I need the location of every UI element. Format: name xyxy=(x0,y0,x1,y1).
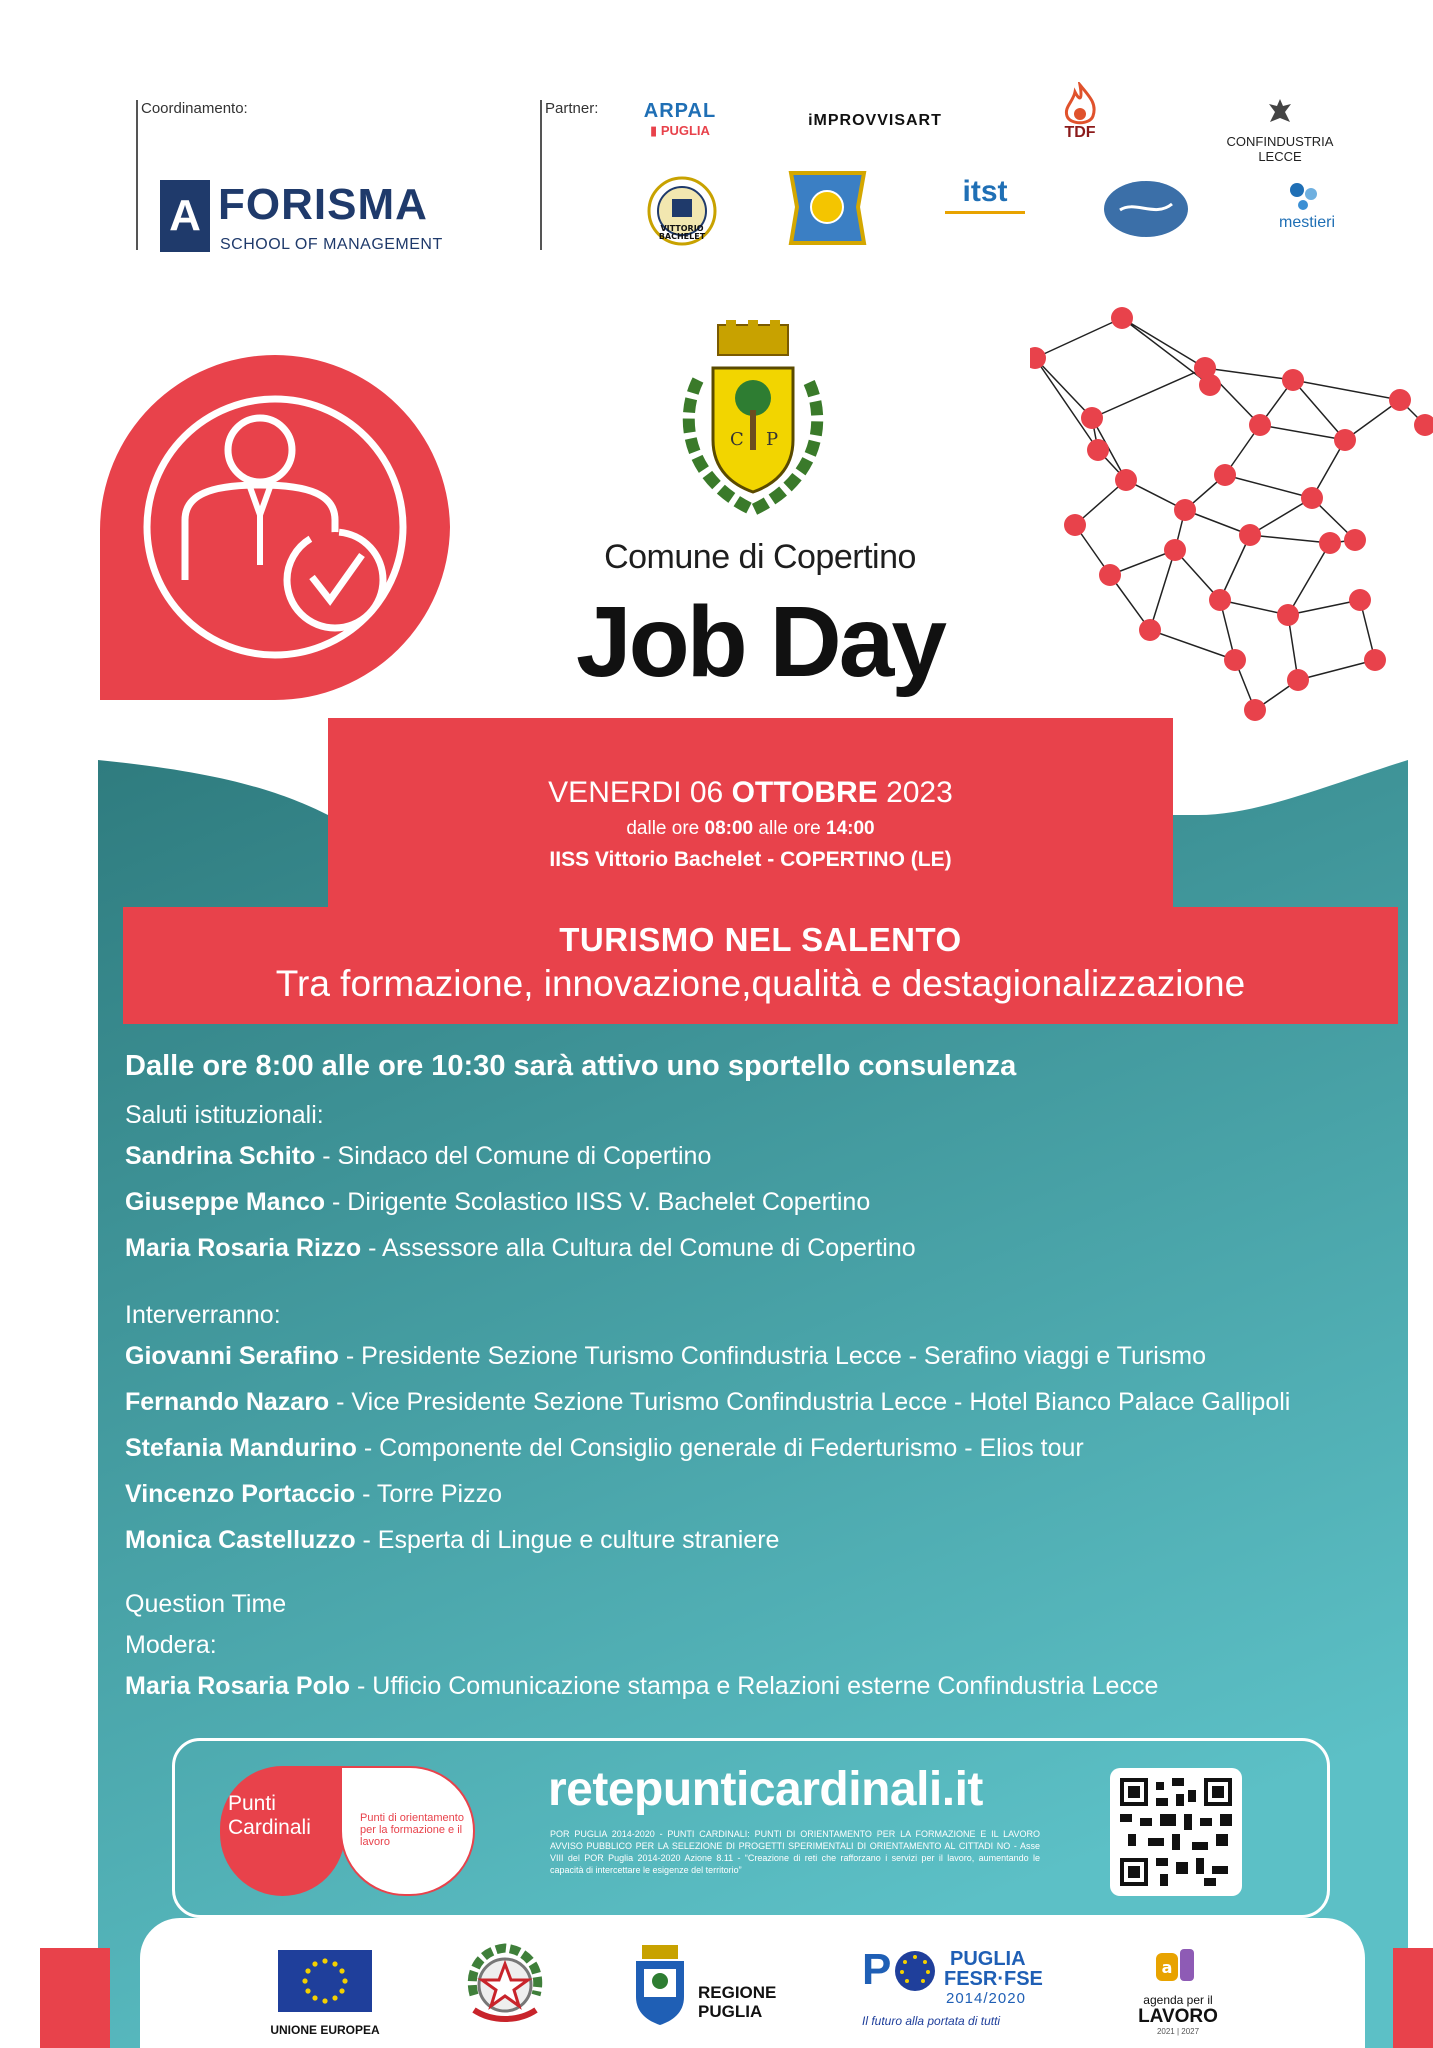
svg-text:VITTORIO: VITTORIO xyxy=(660,224,704,233)
speakers-label: Interverranno: xyxy=(125,1301,281,1329)
topic-subtitle: Tra formazione, innovazione,qualità e destagionalizzazione xyxy=(275,963,1246,1004)
spacer xyxy=(125,1271,1395,1297)
greeting-item xyxy=(125,1225,1395,1271)
aforisma-logo-subtitle: SCHOOL OF MANAGEMENT xyxy=(220,236,443,253)
aforisma-logo-box: A xyxy=(160,180,210,252)
arpal-puglia-logo xyxy=(640,100,720,139)
tdf-logo xyxy=(1035,82,1125,142)
itst-text: itst xyxy=(962,175,1008,208)
divider xyxy=(136,100,138,250)
seal-icon xyxy=(1100,178,1192,240)
punti-cardinali-logo: Punti Cardinali xyxy=(220,1766,345,1896)
person-role: - Assessore alla Cultura del Comune di Copertino xyxy=(361,1234,916,1262)
topic-box xyxy=(123,907,1398,1024)
punti-cardinali-tagline: Punti di orientamento per la formazione e il lavoro xyxy=(340,1766,475,1896)
person-name: Giovanni Serafino xyxy=(125,1342,339,1370)
arpal-sub: ▮ PUGLIA xyxy=(650,123,710,138)
person-role: - Torre Pizzo xyxy=(355,1480,502,1508)
por-top: PUGLIA xyxy=(950,1948,1026,1970)
event-year: 2023 xyxy=(886,776,953,809)
copertino-crest-icon xyxy=(668,320,838,520)
program-text xyxy=(125,1050,1395,1709)
person-name: Giuseppe Manco xyxy=(125,1188,326,1216)
spacer xyxy=(125,1563,1395,1581)
por-puglia-logo xyxy=(862,1945,1052,2040)
decor-strip xyxy=(40,1948,110,2048)
svg-text:BACHELET: BACHELET xyxy=(658,232,706,241)
consulting-notice: Dalle ore 8:00 alle ore 10:30 sarà attivo uno sportello consulenza xyxy=(125,1050,1017,1082)
question-time: Question Time xyxy=(125,1590,287,1618)
website-link[interactable]: retepunticardinali.it xyxy=(548,1763,983,1816)
decor-strip xyxy=(1393,1948,1433,2048)
speaker-item xyxy=(125,1425,1395,1471)
eu-label: UNIONE EUROPEA xyxy=(270,2023,380,2037)
greeting-item xyxy=(125,1133,1395,1179)
agenda-line3: 2021 | 2027 xyxy=(1156,2027,1200,2036)
speaker-item xyxy=(125,1471,1395,1517)
time-mid: alle ore xyxy=(758,818,821,839)
person-role: - Esperta di Lingue e culture straniere xyxy=(355,1526,780,1554)
por-mid: FESR·FSE xyxy=(944,1968,1043,1990)
agenda-line1: agenda per il xyxy=(1143,1993,1213,2007)
person-name: Vincenzo Portaccio xyxy=(125,1480,356,1508)
person-name: Maria Rosaria Polo xyxy=(125,1672,351,1700)
tdf-text: TDF xyxy=(1064,124,1096,141)
confindustria-logo xyxy=(1205,96,1355,164)
eu-flag-icon xyxy=(278,1950,372,2012)
person-role: - Vice Presidente Sezione Turismo Confindustria Lecce - Hotel Bianco Palace Gallipoli xyxy=(329,1388,1291,1416)
por-p-letter: P xyxy=(862,1945,892,1994)
agenda-line2: LAVORO xyxy=(1138,2006,1218,2027)
person-name: Sandrina Schito xyxy=(125,1142,316,1170)
divider xyxy=(540,100,542,250)
eu-logo xyxy=(270,1950,380,2037)
event-place: IISS Vittorio Bachelet - COPERTINO (LE) xyxy=(549,848,952,871)
time-prefix: dalle ore xyxy=(626,818,700,839)
person-role: - Sindaco del Comune di Copertino xyxy=(315,1142,712,1170)
job-seeker-icon xyxy=(100,355,460,700)
por-tagline: Il futuro alla portata di tutti xyxy=(862,2014,1001,2028)
event-time xyxy=(328,818,1173,840)
person-name: Fernando Nazaro xyxy=(125,1388,330,1416)
comune-title: Comune di Copertino xyxy=(604,538,916,576)
partners-header xyxy=(0,0,1433,260)
mestieri-text: mestieri xyxy=(1278,214,1335,231)
italian-republic-logo xyxy=(460,1940,550,2035)
por-circle-icon xyxy=(892,1948,938,1994)
page-title: Job Day xyxy=(575,586,944,698)
mestieri-puglia-logo xyxy=(1262,180,1352,232)
greetings-label: Saluti istituzionali: xyxy=(125,1101,324,1129)
fine-print: POR PUGLIA 2014-2020 - PUNTI CARDINALI: PUNTI DI ORIENTAMENTO PER LA FORMAZIONE E IL LAVORO AVVISO PUBBLICO PER LA SELEZIONE DI PROGETTI SPERIMENTALI DI ORIENTAMENTO AL CITTADI NO - Asse VIII del POR Puglia 2014-2020 Azione 8.11 - “Creazione di reti che rafforzano i servizi per il lavoro, aumentando le capacità di intercettare le esigenze del territorio” xyxy=(550,1829,1040,1875)
person-name: Maria Rosaria Rizzo xyxy=(125,1234,362,1262)
vittorio-bachelet-logo xyxy=(640,175,725,247)
speaker-item xyxy=(125,1517,1395,1563)
event-date xyxy=(328,776,1173,810)
oval-seal-logo xyxy=(1100,178,1192,240)
time-end: 14:00 xyxy=(826,818,875,839)
shield-icon xyxy=(785,167,870,249)
greeting-item xyxy=(125,1179,1395,1225)
republic-emblem-icon xyxy=(462,1940,548,2030)
person-role: - Presidente Sezione Turismo Confindustria Lecce - Serafino viaggi e Turismo xyxy=(338,1342,1207,1370)
moderator-item xyxy=(125,1663,1395,1709)
person-role: - Dirigente Scolastico IISS V. Bachelet Copertino xyxy=(325,1188,871,1216)
speaker-item xyxy=(125,1333,1395,1379)
agenda-lavoro-logo xyxy=(1128,1945,1228,2036)
time-start: 08:00 xyxy=(704,818,754,839)
itst-underline xyxy=(945,211,1025,214)
moderator-label: Modera: xyxy=(125,1631,217,1659)
por-years: 2014/2020 xyxy=(946,1990,1026,2007)
event-month: OTTOBRE xyxy=(731,776,878,809)
person-role: - Componente del Consiglio generale di Federturismo - Elios tour xyxy=(356,1434,1084,1462)
event-date-box xyxy=(328,718,1173,908)
itst-logo xyxy=(940,175,1030,214)
puglia-crest-icon xyxy=(632,1945,688,2027)
aforisma-logo-name: FORISMA xyxy=(218,180,428,229)
agenda-icon xyxy=(1154,1945,1202,1989)
svg-text:a: a xyxy=(1161,1958,1173,1977)
topic-title: TURISMO NEL SALENTO xyxy=(559,921,962,958)
qr-code-icon xyxy=(1120,1778,1232,1886)
school-seal-icon xyxy=(640,175,725,247)
confindustria-text: CONFINDUSTRIA LECCE xyxy=(1226,134,1334,164)
person-name: Monica Castelluzzo xyxy=(125,1526,356,1554)
arpal-text: ARPAL xyxy=(643,100,717,122)
dots-icon xyxy=(1287,180,1327,214)
svg-text:P: P xyxy=(766,429,779,450)
coordination-label: Coordinamento: xyxy=(141,100,248,117)
shield-logo xyxy=(785,167,870,249)
improvvisart-logo: iMPROVVISART xyxy=(808,112,942,129)
speaker-item xyxy=(125,1379,1395,1425)
person-role: - Ufficio Comunicazione stampa e Relazioni esterne Confindustria Lecce xyxy=(350,1672,1159,1700)
regione-label: REGIONE PUGLIA xyxy=(698,1983,777,2021)
event-day: VENERDI 06 xyxy=(548,776,724,809)
eagle-icon xyxy=(1263,96,1297,130)
svg-text:C: C xyxy=(730,429,744,450)
qr-code[interactable] xyxy=(1110,1768,1242,1896)
partner-label: Partner: xyxy=(545,100,599,117)
person-name: Stefania Mandurino xyxy=(125,1434,357,1462)
